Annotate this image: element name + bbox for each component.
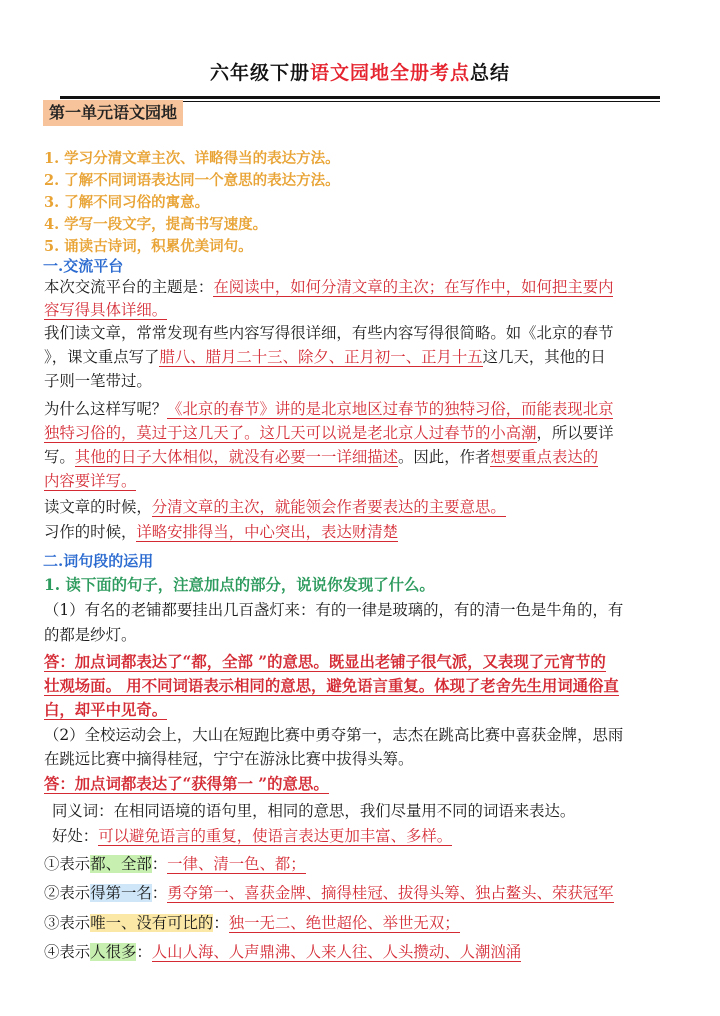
answer-line: 白，却平中见奇。 [44,701,168,719]
unit-heading: 第一单元语文园地 [43,100,183,126]
text-line: 读文章的时候，分清文章的主次，就能领会作者要表达的主要意思。 [44,498,506,516]
goal-item: 1. 学习分清文章主次、详略得当的表达方法。 [44,150,340,167]
goal-item: 3. 了解不同习俗的寓意。 [44,194,210,211]
page-title [0,48,720,98]
title-part-2: 语文园地全册考点 [309,62,470,84]
section-heading: 一.交流平台 [43,257,124,275]
synonym-definition: 同义词：在相同语境的语句里，相同的意思，我们尽量用不同的词语来表达。 [52,802,576,820]
text-line: 》，课文重点写了腊八、腊月二十三、除夕、正月初一、正月十五这几天，其他的日 [44,348,606,366]
benefit-line: 好处：可以避免语言的重复，使语言表达更加丰富、多样。 [52,827,453,845]
answer-line: 壮观场面。 用不同词语表示相同的意思，避免语言重复。体现了老舍先生用词通俗直 [44,677,619,695]
goal-item: 5. 诵读古诗词，积累优美词句。 [44,238,253,255]
text-line: 我们读文章，常常发现有些内容写得很详细，有些内容写得很简略。如《北京的春节 [44,324,614,342]
text-line: 习作的时候，详略安排得当，中心突出，表达财清楚 [44,523,399,541]
synonym-item: ③表示唯一、没有可比的：独一无二、绝世超伦、举世无双； [44,914,460,932]
goal-item: 2. 了解不同词语表达同一个意思的表达方法。 [44,172,340,189]
title-underline [60,96,660,99]
text-line: 子则一笔带过。 [44,372,152,390]
text-line: 独特习俗的，莫过于这几天了。这几天可以说是老北京人过春节的小高潮，所以要详 [44,424,614,442]
title-part-1: 六年级下册 [209,62,310,84]
text-line: 的都是纱灯。 [44,626,137,644]
text-line: 写。其他的日子大体相似，就没有必要一一详细描述。因此，作者想要重点表达的 [44,448,599,466]
section-heading: 二.词句段的运用 [43,552,154,570]
goal-item: 4. 学写一段文字，提高书写速度。 [44,216,268,233]
question-line: 1. 读下面的句子，注意加点的部分，说说你发现了什么。 [44,576,435,594]
text-line: 本次交流平台的主题是：在阅读中，如何分清文章的主次；在写作中，如何把主要内 [44,278,614,296]
synonym-item: ②表示得第一名：勇夺第一、喜获金牌、摘得桂冠、拔得头筹、独占鳌头、荣获冠军 [44,884,614,902]
answer-line: 答：加点词都表达了“都，全部 ”的意思。既显出老铺子很气派，又表现了元宵节的 [44,653,606,671]
synonym-item: ④表示人很多：人山人海、人声鼎沸、人来人往、人头攒动、人潮汹涌 [44,943,522,961]
text-line: 容写得具体详细。 [44,301,168,319]
text-line: 在跳远比赛中摘得桂冠，宁宁在游泳比赛中拔得头筹。 [44,750,414,768]
text-line: 为什么这样写呢？《北京的春节》讲的是北京地区过春节的独特习俗，而能表现北京 [44,400,614,418]
text-line: 内容要详写。 [44,472,137,490]
text-line: （1）有名的老铺都要挂出几百盏灯来：有的一律是玻璃的，有的清一色是牛角的，有 [44,601,624,619]
synonym-item: ①表示都、全部：一律、清一色、都； [44,855,306,873]
text-line: （2）全校运动会上，大山在短跑比赛中勇夺第一，志杰在跳高比赛中喜获金牌，思雨 [44,726,624,744]
answer-line: 答：加点词都表达了“获得第一 ”的意思。 [44,775,329,793]
title-part-3: 总结 [470,62,511,84]
